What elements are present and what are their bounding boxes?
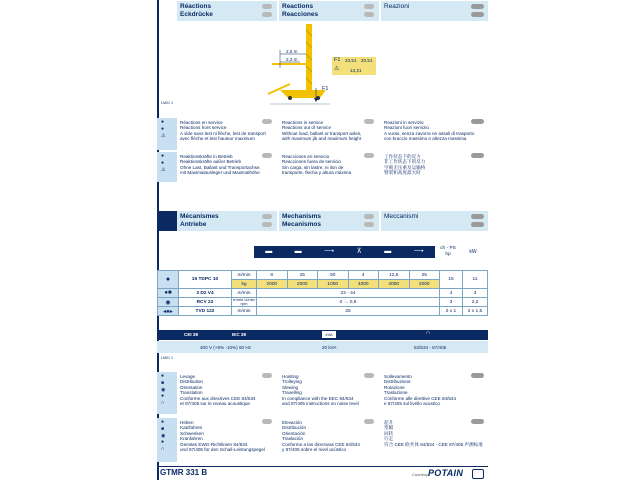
legend-1-c3-l1: Sollevamento [384, 374, 412, 379]
service-1-c3-l1: Reazioni in servizio [384, 120, 424, 125]
voltage-value: 400 V (+6% -10%) 50 Hz [200, 345, 251, 350]
legend-2-c2-l6: y 87/405 sobre el nivel acústico [282, 447, 347, 453]
service-1-c1-l4: avec flèche et lest hauteur maximum [180, 136, 255, 142]
legend-1-c1-l5: Conforme aux directives CEE 84/534 [180, 395, 256, 401]
trolley-icon: ●■ [158, 289, 179, 298]
load-icon: ⟶ [324, 248, 335, 255]
legend-1-c3-l3: Rotazione [384, 384, 405, 390]
f1-value-service: 23,51 [345, 58, 357, 63]
legend-1-c2-l2: Trolleying [282, 379, 302, 385]
speed-cell: 25 [409, 271, 440, 280]
service-2-col3 [384, 154, 425, 176]
reactions-title-fr: Réactions [180, 3, 212, 10]
mechanisms-title-en: Mechanisms [282, 213, 322, 220]
speed-cell: 0 → 0,8 [257, 298, 440, 307]
reactions-title-it: Reazioni [384, 3, 410, 10]
speed-cell: 4 [348, 271, 379, 280]
travel-icon: ◂●▸ [158, 307, 179, 316]
potain-mark-icon [472, 469, 484, 479]
speed-cell: 12,5 [379, 271, 410, 280]
unit-cell: kg [232, 280, 257, 289]
model-name: GTMR 331 B [160, 468, 208, 477]
mechanisms-table [157, 270, 488, 316]
legend-icons-2: ● ■ ◉ ● ∩ [161, 419, 166, 453]
service-1-col2 [282, 120, 361, 142]
service-2-c2-l4: transporte, flecha y altura máxima [282, 170, 352, 176]
service-2-c2-l3: Sin carga, sin lastre, ni ilon de [282, 164, 344, 170]
load-cell: 2000 [287, 280, 318, 289]
flag-es-icon [364, 153, 374, 158]
warning-icon: ⚠ [334, 66, 340, 72]
legend-2-c1-l1: Heben [180, 420, 194, 425]
flag-de-icon [262, 153, 272, 158]
legend-2-c3-l5: 符合 CEE 欧共体 84/534 - CEE 87/405 声测标准 [384, 441, 483, 447]
flag-cn-icon [471, 12, 484, 17]
service-2-c1-l2: Reaktionskräfte außer Betrieb [180, 159, 242, 165]
legend-1-c1-l1: Levage [180, 374, 196, 379]
service-2-c2-l2: Reacciones fuera de servicio [282, 159, 341, 165]
service-2-c1-l3: Ohne Last, Ballast und Transportachse, [180, 164, 261, 170]
load-icon: ▬ [384, 248, 392, 255]
flag-it-icon [471, 373, 484, 378]
figure-f1-label: F1 [322, 86, 329, 92]
speed-cell: 25 [287, 271, 318, 280]
table-row [158, 271, 488, 280]
mech-name: 3 D2 V4 [179, 289, 232, 298]
legend-1-c2-l6: and 87/405 instructions on noise level [282, 401, 359, 407]
service-iconbar-2 [157, 152, 177, 182]
legend-1-c2-l3: Slewing [282, 384, 299, 390]
flag-fr-icon [262, 119, 272, 124]
legend-2-c2-l1: Elevación [282, 420, 302, 425]
service-2-c3-l1: 工作状态下的反力 [384, 154, 421, 159]
legend-1-c2-l5: In compliance with the EEC 84/534 [282, 395, 354, 401]
legend-2-c3-l3: 回转 [384, 430, 394, 436]
service-1-c2-l3: Without load, ballast or transport axles, [282, 130, 362, 136]
legend-1-c2-l1: Hoisting [282, 374, 299, 379]
crane-reaction-diagram [260, 24, 340, 108]
flag-it-icon [471, 4, 484, 9]
speed-cell: 50 [318, 271, 349, 280]
unit-cell: m/min [232, 271, 257, 280]
legend-2-c1-l6: und 87/405 für den Schall-Leistungspegel [180, 447, 265, 453]
legend-1-c3-l4: Traslazione [384, 390, 408, 396]
service-1-c3-l2: Reazioni fuori servizio [384, 125, 429, 131]
service-1-c3-l4: con braccio massimo e altezza massima [384, 136, 467, 142]
legend-2-c3-l2: 变幅 [384, 425, 394, 431]
mechanisms-title-it: Meccanismi [384, 213, 419, 220]
flag-es-icon [364, 12, 374, 17]
ch-cell: 3 [440, 298, 463, 307]
directives-value: 84/534 - 87/405 [414, 345, 447, 350]
mechanisms-title-es: Mecanismos [282, 221, 322, 228]
mechanisms-title-fr: Mécanismes [180, 213, 219, 220]
flag-gb-icon [364, 373, 374, 378]
reactions-title-es: Reacciones [282, 11, 319, 18]
reactions-title-en: Reactions [282, 3, 314, 10]
ch-cell: 4 [440, 289, 463, 298]
legend-1-c1-l6: et 87/405 sur le niveau acoustique [180, 401, 250, 407]
speed-cell: 22 - 44 [257, 289, 440, 298]
unit-cell: m/min [232, 289, 257, 298]
load-cell: 2000 [257, 280, 288, 289]
reactions-title-de: Eckdrücke [180, 11, 213, 18]
tonnage-value: 13,21 [350, 68, 362, 73]
iec-label: IEC 38 [232, 332, 247, 337]
legend-1-c3-l2: Distribuzione [384, 379, 411, 385]
power-code: LM01 1 [161, 356, 173, 360]
service-1-c2-l1: Reactions in service [282, 120, 324, 125]
service-1-c1-l1: Réactions en service [180, 120, 223, 125]
service-1-col1 [180, 120, 266, 142]
ch-ps-header [437, 246, 459, 270]
service-1-c2-l4: with maximum jib and maximum height [282, 136, 362, 142]
table-row [158, 289, 488, 298]
flag-de-icon [262, 419, 272, 424]
load-cell: 4000 [379, 280, 410, 289]
flag-de-icon [262, 12, 272, 17]
flag-cn-icon [471, 222, 484, 227]
load-icon: ▬ [265, 248, 273, 255]
kw-header: kW [469, 249, 477, 255]
f1-value-out-service: 20,51 [361, 58, 373, 63]
legend-1-c1-l2: Distribution [180, 379, 203, 385]
flag-gb-icon [364, 214, 374, 219]
mechanisms-title-de: Antriebe [180, 221, 207, 228]
service-2-c3-l3: 空载无压重及运输桥 [384, 164, 426, 170]
hoist-icon: ● [158, 271, 179, 289]
mechanisms-left-block [157, 211, 177, 231]
flag-cn-icon [471, 153, 484, 158]
legend-2-c3-l4: 行走 [384, 436, 394, 442]
load-icon: ⟶ [413, 248, 424, 255]
f1-label: F1 [334, 57, 341, 63]
legend-2-c1-l3: Schwenken [180, 430, 204, 436]
kw-cell: 3 [463, 289, 488, 298]
kva-value: 20 kVA [322, 345, 337, 350]
hp-label: hp [445, 252, 451, 257]
service-2-c1-l1: Reaktionskräfte in Betrieb [180, 154, 233, 159]
legend-2-c1-l4: Kranfahren [180, 436, 203, 442]
ch-cell: 15 [440, 271, 463, 289]
legend-1-col3 [384, 374, 456, 406]
flag-fr-icon [262, 4, 272, 9]
kw-cell: 2 x 1,5 [463, 307, 488, 316]
service-2-col2 [282, 154, 351, 176]
service-2-c1-l4: mit Maximalausleger und Maximalhöhe [180, 170, 260, 176]
legend-1-col1 [180, 374, 256, 406]
flag-es-icon [364, 222, 374, 227]
flag-fr-icon [262, 214, 272, 219]
load-cell: 1000 [318, 280, 349, 289]
legend-2-col2 [282, 420, 360, 452]
legend-2-col3 [384, 420, 483, 447]
legend-2-c2-l2: Distribución [282, 425, 306, 431]
unit-cell: tr/min U/min rpm [233, 297, 255, 306]
dim-label-b: 2,3 m [286, 57, 298, 62]
legend-1-c3-l6: e 87/405 sul livello acustico [384, 401, 440, 407]
legend-2-c1-l2: Katzfahren [180, 425, 203, 431]
load-cell: 2000 [409, 280, 440, 289]
service-1-c2-l2: Reactions out of service [282, 125, 332, 131]
service-2-col1 [180, 154, 261, 176]
legend-1-col2 [282, 374, 359, 406]
kva-icon: kVA [322, 331, 336, 338]
kw-cell: 2,2 [463, 298, 488, 307]
legend-1-c2-l4: Travelling [282, 390, 302, 396]
legend-1-c1-l3: Orientation [180, 384, 203, 390]
kw-cell: 11 [463, 271, 488, 289]
flag-fr-icon [262, 373, 272, 378]
service-1-c1-l3: A vide sans lest ni flèche, lest de transport [180, 130, 266, 136]
speed-cell: 8 [257, 271, 288, 280]
legend-2-c2-l4: Traslación [282, 436, 304, 442]
service-1-c1-l2: Réactions hors service [180, 125, 227, 131]
legend-2-c2-l3: Orientación [282, 430, 306, 436]
headphones-icon: ∩ [426, 330, 431, 336]
flag-gb-icon [364, 119, 374, 124]
cei-label: CEI 38 [184, 332, 199, 337]
legend-icons-1: ● ■ ◉ ● ∩ [161, 373, 166, 407]
footer-rule [157, 466, 488, 467]
service-icons-1: ● ● ⚠ [161, 119, 166, 139]
service-2-c3-l2: 非工作状态下的反力 [384, 159, 426, 165]
service-1-col3 [384, 120, 474, 142]
unit-cell: m/min [232, 307, 257, 316]
legend-iconbar-2 [157, 418, 177, 462]
legend-1-c3-l5: Conforme alle direttive CEE 84/534 [384, 395, 457, 401]
load-icon: ▬ [294, 248, 302, 255]
ch-cell: 2 x 1 [440, 307, 463, 316]
table-row [158, 307, 488, 316]
mech-name: TVD 122 [179, 307, 232, 316]
legend-2-c1-l5: Gemäss EWG-Richtlinien 84/534 [180, 441, 248, 447]
courtesy-label: Courtesy [412, 472, 429, 477]
figure-code: LM01 1 [161, 101, 173, 105]
flag-es-icon [364, 419, 374, 424]
hook-icon: ⊼ [356, 248, 362, 255]
legend-1-c1-l4: Translation [180, 390, 203, 396]
mech-name: RCV 22 [179, 298, 232, 307]
speed-cell: 25 [257, 307, 440, 316]
flag-it-icon [471, 214, 484, 219]
service-2-c2-l1: Reacciones en servicio [282, 154, 330, 159]
dim-label-a: 2,5 m [286, 49, 298, 54]
legend-2-c2-l5: Conforme a las directivas CEE 84/534 [282, 441, 360, 447]
ch-ps-label: ch - PS [440, 246, 456, 251]
service-1-c3-l3: A vuoto, senza zavorra ne assali di trasporto [384, 130, 475, 136]
mech-name: 15 TDPC 10 [179, 271, 232, 289]
slewing-icon: ◉ [158, 298, 179, 307]
flag-cn-icon [471, 419, 484, 424]
legend-2-col1 [180, 420, 265, 452]
flag-it-icon [471, 119, 484, 124]
service-iconbar-1 [157, 118, 177, 150]
service-icons-2: ● ● ⚠ [161, 153, 166, 173]
load-cell: 4000 [348, 280, 379, 289]
legend-2-c3-l1: 起升 [384, 420, 394, 425]
legend-iconbar-1 [157, 372, 177, 414]
potain-logo: POTAIN [428, 468, 464, 478]
hoist-speed-icons [254, 246, 435, 258]
service-2-c3-l4: 臂架和高度最大时 [384, 170, 421, 176]
table-row [158, 298, 488, 307]
flag-gb-icon [364, 4, 374, 9]
flag-de-icon [262, 222, 272, 227]
